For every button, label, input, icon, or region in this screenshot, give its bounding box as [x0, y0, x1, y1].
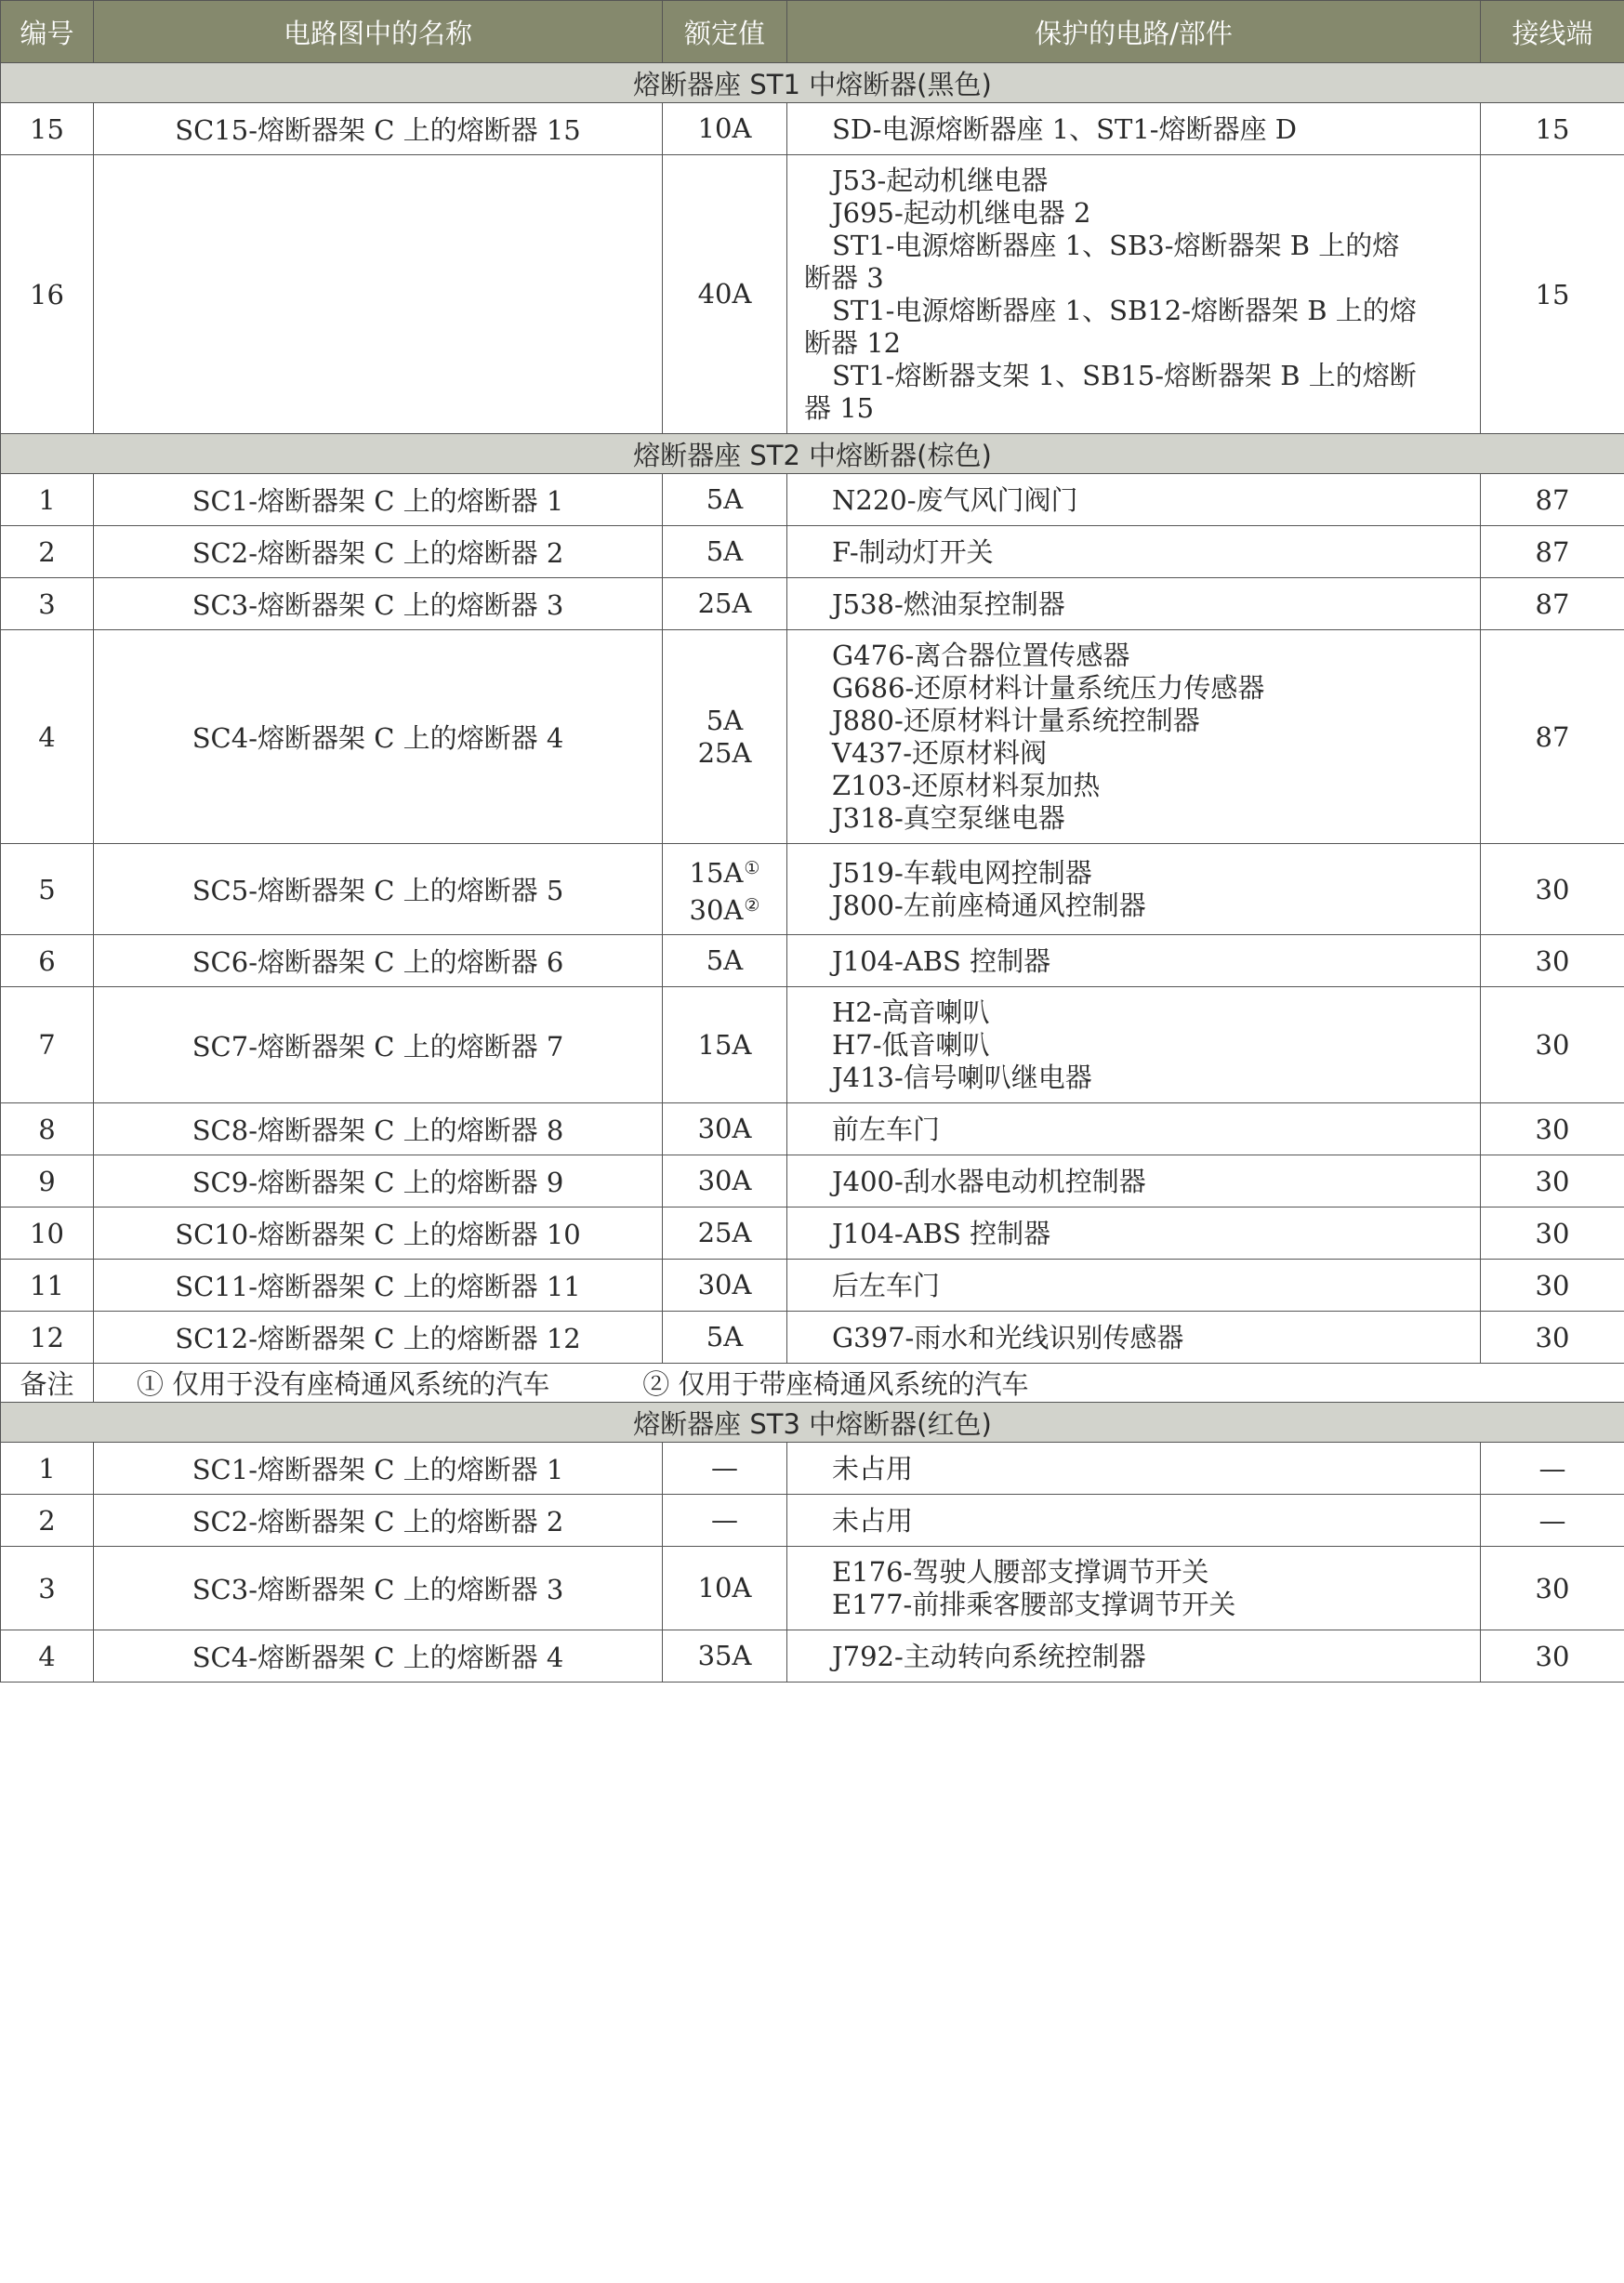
fuse-number: 3	[1, 1547, 94, 1630]
table-row	[1, 474, 1624, 526]
rating-value: 10A	[697, 112, 752, 144]
section-title: 熔断器座 ST2 中熔断器(棕色)	[1, 434, 1624, 474]
terminal: —	[1481, 1443, 1624, 1495]
protected-circuit	[787, 1495, 1481, 1547]
rating-line	[663, 1260, 786, 1311]
circuit-line: 后左车门	[832, 1269, 941, 1301]
table-row	[1, 155, 1624, 434]
table-row	[1, 1630, 1624, 1683]
fuse-rating	[663, 630, 787, 844]
section-header-row	[1, 63, 1624, 103]
circuit-line: G397-雨水和光线识别传感器	[832, 1321, 1184, 1353]
circuit-line: J880-还原材料计量系统控制器	[832, 704, 1200, 736]
circuit-line: 未占用	[832, 1504, 914, 1537]
fuse-rating	[663, 1547, 787, 1630]
table-row	[1, 844, 1624, 935]
circuit-line: 未占用	[832, 1452, 914, 1485]
circuit-line: ST1-电源熔断器座 1、SB12-熔断器架 B 上的熔	[832, 294, 1417, 326]
circuit-line: H2-高音喇叭	[832, 996, 990, 1028]
protected-circuit	[787, 1155, 1481, 1207]
rating-value: 30A	[697, 1165, 752, 1196]
circuit-line: J104-ABS 控制器	[832, 1217, 1051, 1249]
rating-value: 40A	[697, 278, 752, 310]
rating-line	[663, 1495, 786, 1546]
fuse-number: 9	[1, 1155, 94, 1207]
terminal: 30	[1481, 1630, 1624, 1683]
protected-circuit	[787, 1207, 1481, 1260]
rating-line	[663, 935, 786, 986]
protected-circuit	[787, 1547, 1481, 1630]
rating-footnote-mark: ②	[744, 894, 760, 916]
table-body	[1, 63, 1624, 1683]
fuse-rating	[663, 103, 787, 155]
circuit-line: V437-还原材料阀	[832, 736, 1048, 769]
rating-value: 30A	[689, 893, 744, 926]
rating-value: —	[711, 1452, 738, 1484]
rating-line	[663, 1572, 786, 1604]
fuse-rating	[663, 1312, 787, 1364]
section-title: 熔断器座 ST1 中熔断器(黑色)	[1, 63, 1624, 103]
fuse-number: 5	[1, 844, 94, 935]
circuit-line: J519-车载电网控制器	[832, 856, 1092, 889]
terminal: 30	[1481, 1155, 1624, 1207]
note-row	[1, 1364, 1624, 1403]
circuit-line: 断器 12	[804, 326, 902, 359]
fuse-rating	[663, 935, 787, 987]
fuse-rating	[663, 987, 787, 1103]
rating-value: 25A	[697, 1217, 752, 1248]
rating-value: 25A	[697, 587, 752, 619]
table-row	[1, 987, 1624, 1103]
fuse-name: SC10-熔断器架 C 上的熔断器 10	[94, 1207, 663, 1260]
protected-circuit	[787, 155, 1481, 434]
terminal: 30	[1481, 1207, 1624, 1260]
rating-value: 5A	[706, 1321, 744, 1353]
fuse-name: SC4-熔断器架 C 上的熔断器 4	[94, 630, 663, 844]
header-row	[1, 1, 1624, 63]
fuse-rating	[663, 1207, 787, 1260]
fuse-name: SC12-熔断器架 C 上的熔断器 12	[94, 1312, 663, 1364]
terminal: 30	[1481, 987, 1624, 1103]
rating-line	[663, 705, 786, 737]
table-row	[1, 1260, 1624, 1312]
fuse-name: SC5-熔断器架 C 上的熔断器 5	[94, 844, 663, 935]
table-row	[1, 103, 1624, 155]
table-row	[1, 1495, 1624, 1547]
section-header-row	[1, 1403, 1624, 1443]
rating-line	[663, 526, 786, 577]
fuse-number: 7	[1, 987, 94, 1103]
fuse-name: SC7-熔断器架 C 上的熔断器 7	[94, 987, 663, 1103]
fuse-name: SC3-熔断器架 C 上的熔断器 3	[94, 578, 663, 630]
fuse-name: SC1-熔断器架 C 上的熔断器 1	[94, 474, 663, 526]
circuit-line: H7-低音喇叭	[832, 1028, 990, 1061]
fuse-rating	[663, 1495, 787, 1547]
table-row	[1, 1103, 1624, 1155]
fuse-number: 8	[1, 1103, 94, 1155]
header-number: 编号	[1, 1, 94, 63]
fuse-name: SC1-熔断器架 C 上的熔断器 1	[94, 1443, 663, 1495]
rating-line	[663, 1443, 786, 1494]
circuit-line: 器 15	[804, 391, 875, 424]
rating-value: 15A	[697, 1028, 752, 1061]
rating-value: 30A	[697, 1269, 752, 1300]
fuse-rating	[663, 578, 787, 630]
protected-circuit	[787, 1103, 1481, 1155]
circuit-line: J400-刮水器电动机控制器	[832, 1165, 1146, 1197]
protected-circuit	[787, 630, 1481, 844]
fuse-rating	[663, 1443, 787, 1495]
circuit-line: J413-信号喇叭继电器	[832, 1061, 1092, 1093]
terminal: 30	[1481, 1103, 1624, 1155]
fuse-name: SC4-熔断器架 C 上的熔断器 4	[94, 1630, 663, 1683]
terminal: 30	[1481, 844, 1624, 935]
circuit-line: 断器 3	[804, 261, 884, 294]
circuit-line: J104-ABS 控制器	[832, 944, 1051, 977]
circuit-line: G476-离合器位置传感器	[832, 639, 1130, 671]
protected-circuit	[787, 578, 1481, 630]
terminal: 30	[1481, 1547, 1624, 1630]
terminal: 87	[1481, 578, 1624, 630]
circuit-line: ST1-电源熔断器座 1、SB3-熔断器架 B 上的熔	[832, 229, 1400, 261]
table-row	[1, 1547, 1624, 1630]
header-terminal: 接线端	[1481, 1, 1624, 63]
note-item: ① 仅用于没有座椅通风系统的汽车	[137, 1368, 550, 1400]
terminal: 87	[1481, 474, 1624, 526]
terminal: 15	[1481, 103, 1624, 155]
fuse-rating	[663, 1260, 787, 1312]
fuse-name: SC2-熔断器架 C 上的熔断器 2	[94, 1495, 663, 1547]
rating-line	[663, 1155, 786, 1207]
fuse-number: 10	[1, 1207, 94, 1260]
circuit-line: 前左车门	[832, 1113, 941, 1145]
protected-circuit	[787, 103, 1481, 155]
rating-value: 5A	[706, 704, 744, 736]
fuse-rating	[663, 1103, 787, 1155]
protected-circuit	[787, 1630, 1481, 1683]
fuse-rating	[663, 844, 787, 935]
protected-circuit	[787, 987, 1481, 1103]
rating-value: 5A	[706, 483, 744, 515]
rating-value: 5A	[706, 535, 744, 567]
fuse-number: 11	[1, 1260, 94, 1312]
header-circuit: 保护的电路/部件	[787, 1, 1481, 63]
rating-line	[663, 474, 786, 525]
fuse-rating	[663, 155, 787, 434]
fuse-name: SC6-熔断器架 C 上的熔断器 6	[94, 935, 663, 987]
table-row	[1, 578, 1624, 630]
circuit-line: ST1-熔断器支架 1、SB15-熔断器架 B 上的熔断	[832, 359, 1417, 391]
fuse-name	[94, 155, 663, 434]
table-row	[1, 935, 1624, 987]
fuse-number: 1	[1, 1443, 94, 1495]
protected-circuit	[787, 844, 1481, 935]
protected-circuit	[787, 1443, 1481, 1495]
circuit-line: F-制动灯开关	[832, 535, 994, 568]
rating-value: 5A	[706, 944, 744, 976]
rating-value: 30A	[697, 1113, 752, 1144]
table-row	[1, 526, 1624, 578]
protected-circuit	[787, 474, 1481, 526]
circuit-line: J792-主动转向系统控制器	[832, 1640, 1146, 1672]
table-row	[1, 1155, 1624, 1207]
rating-line	[663, 1103, 786, 1155]
fuse-number: 3	[1, 578, 94, 630]
fuse-number: 12	[1, 1312, 94, 1364]
rating-line	[663, 890, 786, 927]
terminal: 87	[1481, 630, 1624, 844]
terminal: 30	[1481, 1312, 1624, 1364]
fuse-name: SC3-熔断器架 C 上的熔断器 3	[94, 1547, 663, 1630]
fuse-number: 2	[1, 1495, 94, 1547]
table-row	[1, 1207, 1624, 1260]
circuit-line: N220-废气风门阀门	[832, 483, 1078, 516]
header-name: 电路图中的名称	[94, 1, 663, 63]
fuse-rating	[663, 1155, 787, 1207]
rating-line	[663, 578, 786, 629]
note-label: 备注	[1, 1364, 94, 1403]
rating-line	[663, 103, 786, 154]
rating-value: 15A	[689, 856, 744, 889]
fuse-number: 1	[1, 474, 94, 526]
fuse-rating	[663, 1630, 787, 1683]
section-header-row	[1, 434, 1624, 474]
fuse-name: SC8-熔断器架 C 上的熔断器 8	[94, 1103, 663, 1155]
rating-line	[663, 278, 786, 310]
rating-value: —	[711, 1504, 738, 1536]
fuse-number: 15	[1, 103, 94, 155]
protected-circuit	[787, 1260, 1481, 1312]
circuit-line: J538-燃油泵控制器	[832, 587, 1065, 620]
rating-value: 35A	[697, 1640, 752, 1671]
protected-circuit	[787, 935, 1481, 987]
circuit-line: E176-驾驶人腰部支撑调节开关	[832, 1555, 1209, 1588]
fuse-rating	[663, 474, 787, 526]
table-header	[1, 1, 1624, 63]
fuse-number: 2	[1, 526, 94, 578]
section-title: 熔断器座 ST3 中熔断器(红色)	[1, 1403, 1624, 1443]
circuit-line: J53-起动机继电器	[832, 164, 1049, 196]
rating-footnote-mark: ①	[744, 857, 760, 878]
protected-circuit	[787, 526, 1481, 578]
fuse-name: SC2-熔断器架 C 上的熔断器 2	[94, 526, 663, 578]
table-row	[1, 1312, 1624, 1364]
header-rating: 额定值	[663, 1, 787, 63]
fuse-number: 6	[1, 935, 94, 987]
circuit-line: SD-电源熔断器座 1、ST1-熔断器座 D	[832, 112, 1298, 145]
circuit-line: J318-真空泵继电器	[832, 801, 1065, 834]
fuse-name: SC11-熔断器架 C 上的熔断器 11	[94, 1260, 663, 1312]
fuse-number: 4	[1, 630, 94, 844]
circuit-line: E177-前排乘客腰部支撑调节开关	[832, 1588, 1236, 1620]
rating-line	[663, 737, 786, 770]
table-row	[1, 630, 1624, 844]
circuit-line: J800-左前座椅通风控制器	[832, 889, 1146, 921]
rating-line	[663, 1029, 786, 1062]
fuse-number: 4	[1, 1630, 94, 1683]
rating-line	[663, 1207, 786, 1259]
fuse-rating	[663, 526, 787, 578]
fuse-number: 16	[1, 155, 94, 434]
terminal: 30	[1481, 1260, 1624, 1312]
terminal: —	[1481, 1495, 1624, 1547]
rating-line	[663, 1630, 786, 1682]
terminal: 30	[1481, 935, 1624, 987]
terminal: 87	[1481, 526, 1624, 578]
terminal: 15	[1481, 155, 1624, 434]
circuit-line: G686-还原材料计量系统压力传感器	[832, 671, 1265, 704]
rating-value: 10A	[697, 1572, 752, 1603]
circuit-line: J695-起动机继电器 2	[832, 196, 1091, 229]
rating-value: 25A	[697, 736, 752, 769]
protected-circuit	[787, 1312, 1481, 1364]
circuit-line: Z103-还原材料泵加热	[832, 769, 1101, 801]
note-item: ② 仅用于带座椅通风系统的汽车	[642, 1368, 1029, 1400]
rating-line	[663, 1312, 786, 1363]
rating-line	[663, 852, 786, 890]
table-row	[1, 1443, 1624, 1495]
fuse-name: SC15-熔断器架 C 上的熔断器 15	[94, 103, 663, 155]
note-text	[94, 1364, 1624, 1403]
fuse-name: SC9-熔断器架 C 上的熔断器 9	[94, 1155, 663, 1207]
